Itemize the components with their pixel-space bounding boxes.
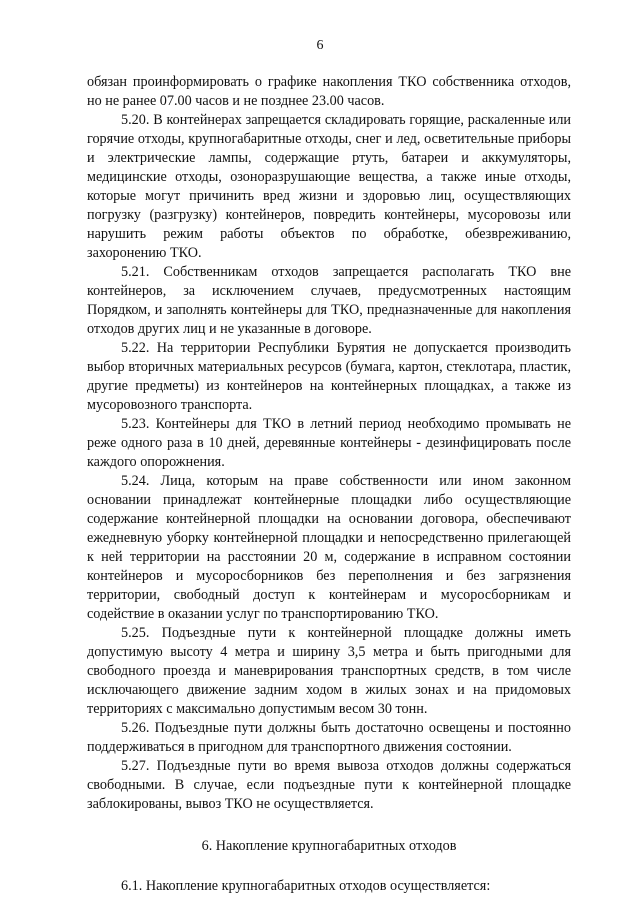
section-title: 6. Накопление крупногабаритных отходов: [201, 838, 457, 854]
document-body: [87, 73, 571, 896]
paragraph-5-20: 5.20. В контейнерах запрещается складировать горящие, раскаленные или горячие отходы, крупногабаритные отходы, снег и лед, осветительные приборы и электрические лампы, содержащие ртуть, батареи и аккумуляторы, медицинские отходы, озоноразрушающие вещества, а также иные отходы, которые могут причинить вред жизни и здоровью лиц, осуществляющих погрузку (разгрузку) контейнеров, повредить контейнеры, мусоровозы или нарушить режим работы объектов по обработке, обезвреживанию, захоронению ТКО.: [87, 112, 571, 261]
paragraph-5-25: 5.25. Подъездные пути к контейнерной площадке должны иметь допустимую высоту 4 метра и ширину 3,5 метра и быть пригодными для свободного проезда и маневрирования транспортных средств, в том числе исключающего движение задним ходом в жилых зонах и на придомовых территориях с максимально допустимым весом 30 тонн.: [87, 625, 571, 717]
paragraph-continuation: обязан проинформировать о графике накопления ТКО собственника отходов, но не ранее 07.00 часов и не позднее 23.00 часов.: [87, 74, 571, 109]
paragraph-5-24: 5.24. Лица, которым на праве собственности или ином законном основании принадлежат контейнерные площадки либо осуществляющие содержание контейнерной площадки на основании договора, обеспечивают ежедневную уборку контейнерной площадки и непосредственно прилегающей к ней территории на расстоянии 20 м, содержание в исправном состоянии контейнеров и мусоросборников без переполнения и без загрязнения территории, свободный доступ к контейнерам и мусоросборникам и содействие в оказании услуг по транспортированию ТКО.: [87, 473, 571, 622]
paragraph-6-1: 6.1. Накопление крупногабаритных отходов осуществляется:: [121, 878, 491, 894]
paragraph-5-21: 5.21. Собственникам отходов запрещается располагать ТКО вне контейнеров, за исключением случаев, предусмотренных настоящим Порядком, и заполнять контейнеры для ТКО, предназначенные для накопления отходов других лиц и не указанные в договоре.: [87, 264, 571, 337]
paragraph-5-23: 5.23. Контейнеры для ТКО в летний период необходимо промывать не реже одного раза в 10 дней, деревянные контейнеры - дезинфицировать после каждого опорожнения.: [87, 416, 571, 470]
paragraph-5-27: 5.27. Подъездные пути во время вывоза отходов должны содержаться свободными. В случае, если подъездные пути к контейнерной площадке заблокированы, вывоз ТКО не осуществляется.: [87, 758, 571, 812]
paragraph-5-22: 5.22. На территории Республики Бурятия не допускается производить выбор вторичных материальных ресурсов (бумага, картон, стеклотара, пластик, другие предметы) из контейнеров на контейнерных площадках, а также из мусоровозного транспорта.: [87, 340, 571, 413]
paragraph-5-26: 5.26. Подъездные пути должны быть достаточно освещены и постоянно поддерживаться в пригодном для транспортного движения состоянии.: [87, 720, 571, 755]
page-number: 6: [316, 38, 324, 53]
